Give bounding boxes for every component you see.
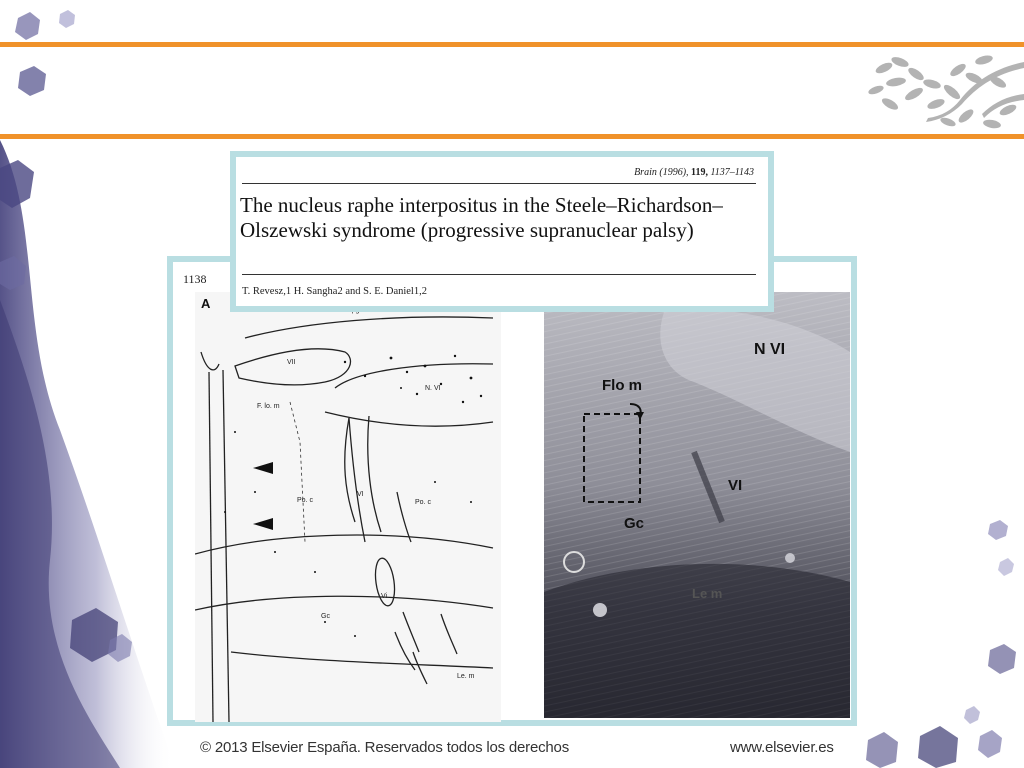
figure-frame (167, 256, 857, 726)
panel-a-label: Gc (321, 613, 330, 620)
article-title: The nucleus raphe interpositus in the Steele–Richardson–Olszewski syndrome (progressive supranuclear palsy) (240, 193, 723, 242)
citation-pages: 1137–1143 (710, 167, 754, 178)
panel-a-label: Po. c (297, 497, 313, 504)
top-accent-rule (0, 42, 1024, 47)
panel-b-label: Le m (692, 586, 723, 601)
page-number: 1138 (183, 272, 207, 286)
panel-a-label: Le. m (457, 673, 475, 680)
header-accent-rule (0, 134, 1024, 139)
panel-a-line-drawing (195, 292, 501, 722)
footer-url[interactable]: www.elsevier.es (730, 739, 834, 756)
right-hexagon-decoration-icon (840, 500, 1024, 768)
panel-b-label: Gc (624, 515, 645, 532)
panel-a-label: Vi (381, 593, 388, 600)
article-header (230, 151, 774, 312)
citation-volume: 119, (691, 167, 708, 178)
panel-b-label: Flo m (602, 377, 642, 394)
header-rule (242, 183, 756, 184)
panel-a-label: Po. c (415, 499, 431, 506)
citation-year: (1996), (659, 167, 689, 178)
journal-citation (634, 167, 754, 178)
title-rule (242, 274, 756, 275)
panel-a-label: N. VI (425, 385, 441, 392)
panel-a-label: F. lo. m (257, 403, 280, 410)
panel-b-label: N VI (754, 341, 786, 358)
panel-a-label: VII (287, 359, 296, 366)
tree-ornament-icon (866, 48, 1024, 132)
article-authors: T. Revesz,1 H. Sangha2 and S. E. Daniel1,2 (242, 286, 427, 297)
panel-a-label: VI (357, 491, 364, 498)
panel-a-letter: A (201, 296, 211, 311)
citation-journal: Brain (634, 167, 657, 178)
panel-b-micrograph (544, 292, 850, 718)
panel-b-label: VI (728, 477, 743, 494)
footer-copyright: © 2013 Elsevier España. Reservados todos los derechos (200, 739, 569, 756)
